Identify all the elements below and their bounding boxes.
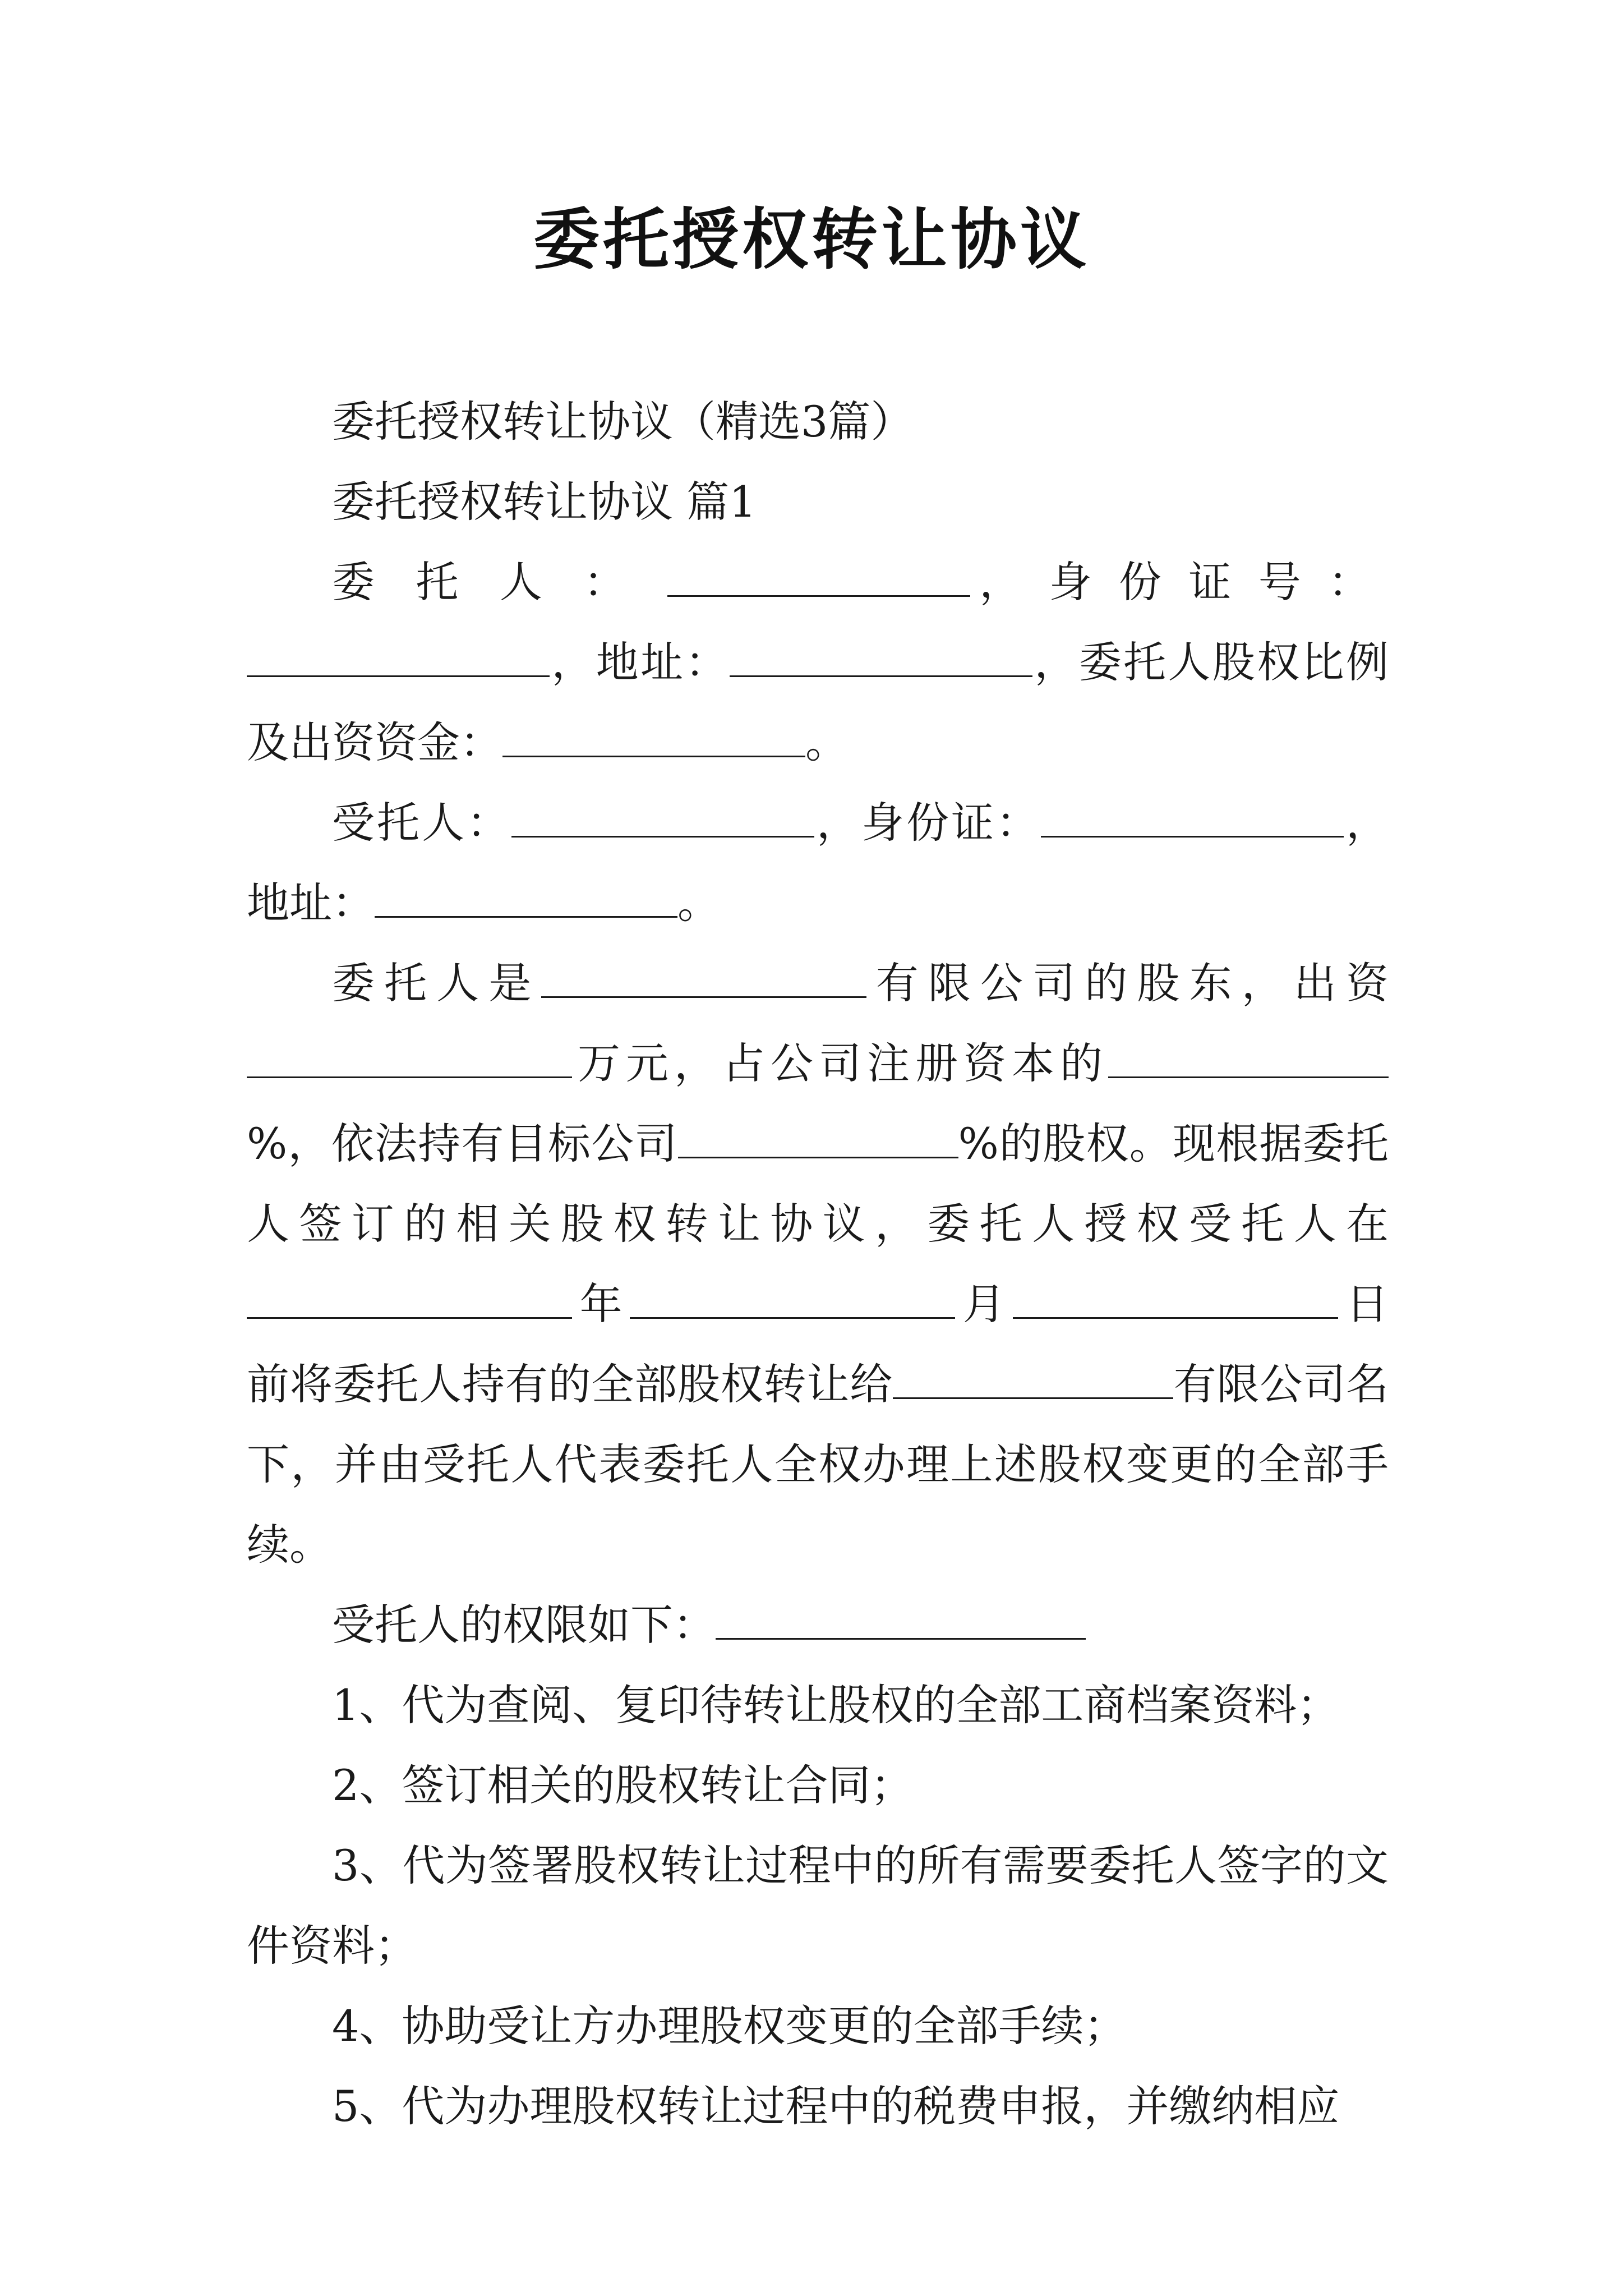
- paragraph-agent: [247, 783, 1389, 943]
- target-ratio-blank: [678, 1119, 958, 1158]
- transferee-company-blank: [893, 1359, 1173, 1399]
- text-segment: 有限公司名下，并由受托人代表委托人全权办理上述股权变更的全部手续。: [247, 1359, 1389, 1570]
- document-title: 委托授权转让协议: [533, 200, 1090, 278]
- text-segment: %的股权。现根据委托人签订的相关股权转让协议，委托人授权受托人在: [247, 1119, 1389, 1249]
- agent-name-blank: [511, 798, 814, 838]
- paragraph-principal: [247, 542, 1389, 783]
- company-blank: [541, 958, 866, 998]
- list-item: 4、协助受让方办理股权变更的全部手续；: [332, 2001, 1127, 2051]
- text-segment: 有限公司的股东，出资: [866, 958, 1389, 1008]
- text-segment: 万元，占公司注册资本的: [572, 1038, 1108, 1088]
- day-blank: [1013, 1279, 1338, 1319]
- agent-address-label: ，地址：: [247, 798, 1389, 928]
- principal-name-blank: [667, 557, 970, 597]
- list-item: 1、代为查阅、复印待转让股权的全部工商档案资料；: [332, 1680, 1340, 1730]
- list-item: 2、签订相关的股权转让合同；: [332, 1760, 914, 1810]
- document-body: [247, 381, 1389, 2146]
- list-item: 5、代为办理股权转让过程中的税费申报，并缴纳相应: [332, 2081, 1340, 2131]
- equity-blank: [502, 717, 805, 757]
- paragraph-end: 。: [677, 878, 720, 928]
- text-segment: 年: [572, 1279, 630, 1329]
- paragraph-agreement: [247, 943, 1389, 1585]
- agent-label: 受托人：: [332, 798, 511, 848]
- text-segment: 委托人是: [332, 958, 541, 1008]
- principal-address-blank: [730, 637, 1032, 677]
- principal-label: 委托人：: [332, 557, 667, 607]
- text-segment: 月: [955, 1279, 1013, 1329]
- authority-label: 受托人的权限如下：: [332, 1600, 716, 1650]
- list-item: 3、代为签署股权转让过程中的所有需要委托人签字的文件资料；: [247, 1841, 1389, 1971]
- paragraph-end: 。: [805, 717, 848, 767]
- section-heading: 委托授权转让协议 篇1: [332, 477, 757, 527]
- principal-id-blank: [247, 637, 550, 677]
- equity-label: ，委托人股权比例及出资资金：: [247, 637, 1389, 767]
- agent-id-label: ，身份证：: [814, 798, 1041, 848]
- capital-blank: [247, 1038, 572, 1078]
- authority-blank: [716, 1600, 1086, 1640]
- agent-id-blank: [1041, 798, 1344, 838]
- paragraph-authority: [247, 1585, 1389, 1665]
- id-label: ，身份证号：: [970, 557, 1389, 607]
- address-label: ，地址：: [550, 637, 730, 687]
- month-blank: [630, 1279, 955, 1319]
- subtitle: 委托授权转让协议（精选3篇）: [332, 397, 914, 447]
- text-segment: 日前将委托人持有的全部股权转让给: [247, 1279, 1389, 1409]
- year-blank: [247, 1279, 572, 1319]
- agent-address-blank: [375, 878, 677, 918]
- ratio-blank: [1108, 1038, 1389, 1078]
- text-segment: %，依法持有目标公司: [247, 1119, 678, 1168]
